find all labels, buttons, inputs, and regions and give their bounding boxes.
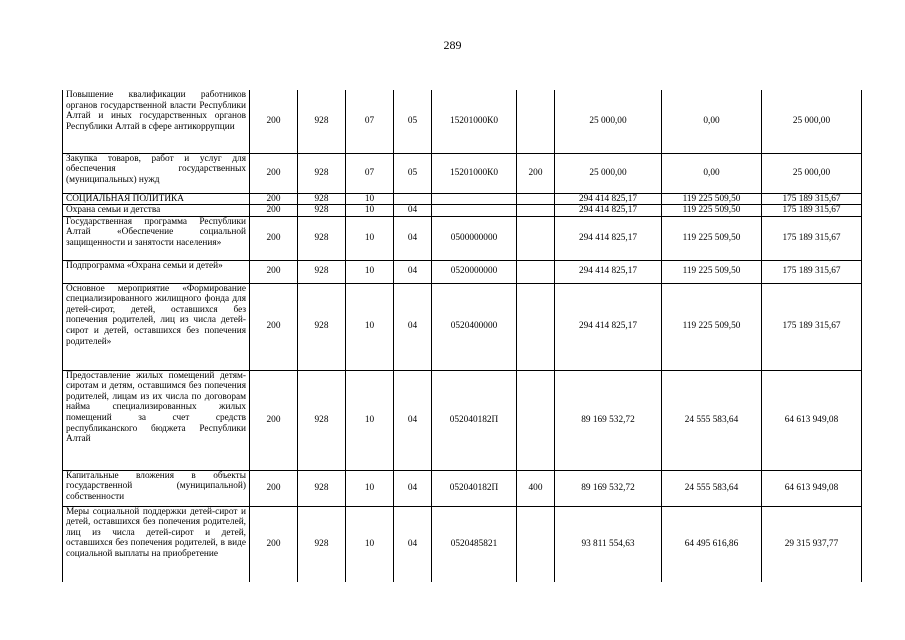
amount-3-cell: 25 000,00 [762,90,862,153]
admin-code-cell: 200 [250,283,298,370]
target-code-cell: 0500000000 [432,216,517,260]
page-number: 289 [443,38,462,52]
target-code-cell: 052040182П [432,470,517,506]
target-code-cell: 15201000К0 [432,90,517,153]
admin-code-cell: 200 [250,470,298,506]
budget-table [62,90,862,582]
table-row [63,370,862,470]
table-row [63,153,862,193]
amount-3-cell: 64 613 949,08 [762,470,862,506]
target-code-cell: 0520400000 [432,283,517,370]
row-name-cell: Капитальные вложения в объекты государственной (муниципальной) собственности [63,470,250,506]
ministry-code-cell: 928 [298,370,346,470]
subsection-code-cell: 04 [394,470,432,506]
amount-3-cell: 175 189 315,67 [762,193,862,205]
table-row [63,470,862,506]
amount-1-cell: 294 414 825,17 [555,216,662,260]
amount-1-cell: 93 811 554,63 [555,506,662,582]
section-code-cell: 10 [346,205,394,217]
amount-2-cell: 119 225 509,50 [662,283,762,370]
row-name-cell: Повышение квалификации работников органов государственной власти Республики Алтай и иных государственных органов Республики Алтай в сфере антикоррупции [63,90,250,153]
target-code-cell [432,205,517,217]
ministry-code-cell: 928 [298,260,346,283]
amount-2-cell: 64 495 616,86 [662,506,762,582]
amount-2-cell: 119 225 509,50 [662,260,762,283]
amount-1-cell: 294 414 825,17 [555,260,662,283]
section-code-cell: 10 [346,283,394,370]
target-code-cell [432,193,517,205]
expense-type-code-cell [517,506,555,582]
amount-3-cell: 25 000,00 [762,153,862,193]
subsection-code-cell: 04 [394,260,432,283]
amount-2-cell: 0,00 [662,90,762,153]
amount-1-cell: 25 000,00 [555,153,662,193]
amount-3-cell: 29 315 937,77 [762,506,862,582]
amount-3-cell: 175 189 315,67 [762,283,862,370]
target-code-cell: 15201000К0 [432,153,517,193]
ministry-code-cell: 928 [298,153,346,193]
amount-1-cell: 294 414 825,17 [555,205,662,217]
subsection-code-cell: 05 [394,90,432,153]
row-name-cell: Охрана семьи и детства [63,205,250,217]
expense-type-code-cell [517,193,555,205]
section-code-cell: 10 [346,193,394,205]
subsection-code-cell: 04 [394,205,432,217]
subsection-code-cell: 04 [394,283,432,370]
ministry-code-cell: 928 [298,216,346,260]
row-name-cell: СОЦИАЛЬНАЯ ПОЛИТИКА [63,193,250,205]
table-row [63,216,862,260]
ministry-code-cell: 928 [298,506,346,582]
row-name-cell: Предоставление жилых помещений детям-сиротам и детям, оставшимся без попечения родителей, лицам из их числа по договорам найма специализированных жилых помещений за счет средств республиканского бюджета Республики Алтай [63,370,250,470]
section-code-cell: 10 [346,470,394,506]
amount-2-cell: 24 555 583,64 [662,370,762,470]
amount-2-cell: 0,00 [662,153,762,193]
expense-type-code-cell [517,370,555,470]
amount-3-cell: 175 189 315,67 [762,260,862,283]
amount-2-cell: 24 555 583,64 [662,470,762,506]
budget-table-body [63,90,862,582]
admin-code-cell: 200 [250,260,298,283]
ministry-code-cell: 928 [298,470,346,506]
section-code-cell: 07 [346,153,394,193]
table-row [63,193,862,205]
amount-1-cell: 89 169 532,72 [555,470,662,506]
ministry-code-cell: 928 [298,193,346,205]
ministry-code-cell: 928 [298,283,346,370]
admin-code-cell: 200 [250,193,298,205]
row-name-cell: Основное мероприятие «Формирование специализированного жилищного фонда для детей-сирот, детей, оставшихся без попечения родителей, лиц из числа детей-сирот и детей, оставшихся без попечения родителей» [63,283,250,370]
expense-type-code-cell [517,205,555,217]
expense-type-code-cell: 400 [517,470,555,506]
admin-code-cell: 200 [250,90,298,153]
table-row [63,260,862,283]
ministry-code-cell: 928 [298,205,346,217]
amount-1-cell: 25 000,00 [555,90,662,153]
table-row [63,506,862,582]
expense-type-code-cell [517,216,555,260]
subsection-code-cell [394,193,432,205]
expense-type-code-cell [517,260,555,283]
subsection-code-cell: 04 [394,370,432,470]
expense-type-code-cell [517,90,555,153]
amount-3-cell: 64 613 949,08 [762,370,862,470]
amount-3-cell: 175 189 315,67 [762,216,862,260]
amount-2-cell: 119 225 509,50 [662,193,762,205]
table-row [63,90,862,153]
expense-type-code-cell: 200 [517,153,555,193]
row-name-cell: Государственная программа Республики Алтай «Обеспечение социальной защищенности и занятости населения» [63,216,250,260]
section-code-cell: 10 [346,216,394,260]
target-code-cell: 0520485821 [432,506,517,582]
admin-code-cell: 200 [250,153,298,193]
admin-code-cell: 200 [250,205,298,217]
section-code-cell: 07 [346,90,394,153]
admin-code-cell: 200 [250,506,298,582]
amount-2-cell: 119 225 509,50 [662,205,762,217]
section-code-cell: 10 [346,260,394,283]
amount-1-cell: 294 414 825,17 [555,283,662,370]
amount-1-cell: 89 169 532,72 [555,370,662,470]
section-code-cell: 10 [346,506,394,582]
amount-1-cell: 294 414 825,17 [555,193,662,205]
amount-2-cell: 119 225 509,50 [662,216,762,260]
row-name-cell: Подпрограмма «Охрана семьи и детей» [63,260,250,283]
subsection-code-cell: 05 [394,153,432,193]
subsection-code-cell: 04 [394,506,432,582]
table-row [63,205,862,217]
target-code-cell: 0520000000 [432,260,517,283]
expense-type-code-cell [517,283,555,370]
ministry-code-cell: 928 [298,90,346,153]
table-row [63,283,862,370]
row-name-cell: Меры социальной поддержки детей-сирот и детей, оставшихся без попечения родителей, лиц из числа детей-сирот и детей, оставшихся без попечения родителей, в виде социальной выплаты на приобретение [63,506,250,582]
admin-code-cell: 200 [250,216,298,260]
target-code-cell: 052040182П [432,370,517,470]
amount-3-cell: 175 189 315,67 [762,205,862,217]
admin-code-cell: 200 [250,370,298,470]
subsection-code-cell: 04 [394,216,432,260]
section-code-cell: 10 [346,370,394,470]
row-name-cell: Закупка товаров, работ и услуг для обеспечения государственных (муниципальных) нужд [63,153,250,193]
